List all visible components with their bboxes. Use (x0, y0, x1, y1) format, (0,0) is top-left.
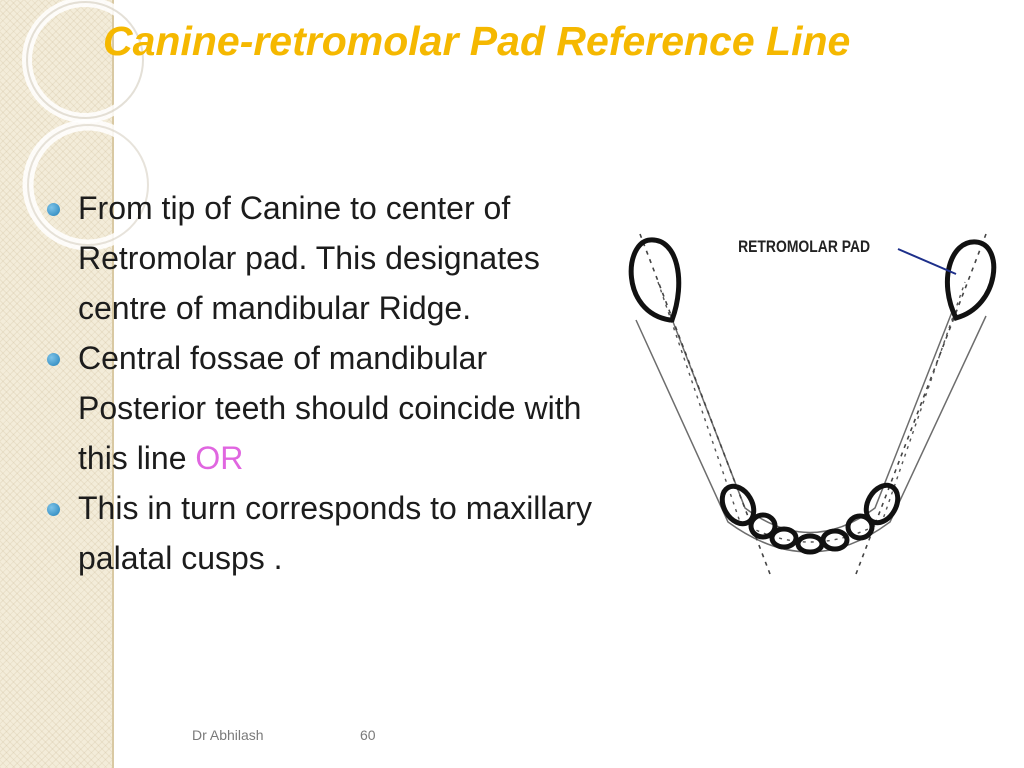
tooth (772, 529, 796, 547)
retromolar-pad-label: RETROMOLAR PAD (738, 237, 871, 257)
tooth (798, 536, 822, 552)
bullet-list (45, 183, 605, 583)
retromolar-pad-right (947, 242, 993, 318)
bullet-dot-icon (47, 203, 60, 216)
footer-page-number: 60 (360, 727, 376, 743)
retromolar-pad-left (631, 240, 679, 320)
mandibular-arch-diagram (620, 222, 1010, 582)
bullet-text: From tip of Canine to center of Retromolar pad. This designates centre of mandibular Ridge. (78, 190, 540, 326)
bullet-highlight: OR (195, 440, 244, 476)
bullet-text: Central fossae of mandibular Posterior teeth should coincide with this line (78, 340, 582, 476)
bullet-text: This in turn corresponds to maxillary palatal cusps . (78, 490, 592, 576)
bullet-dot-icon (47, 353, 60, 366)
bullet-item-1 (45, 183, 605, 333)
bullet-item-2 (45, 333, 605, 483)
center-line-curve (658, 282, 965, 542)
footer-author: Dr Abhilash (192, 727, 264, 743)
bullet-dot-icon (47, 503, 60, 516)
slide-title: Canine-retromolar Pad Reference Line (103, 18, 851, 64)
bullet-item-3 (45, 483, 605, 583)
ridge-outline (636, 316, 986, 552)
retromolar-pad-leader-line (898, 249, 956, 274)
